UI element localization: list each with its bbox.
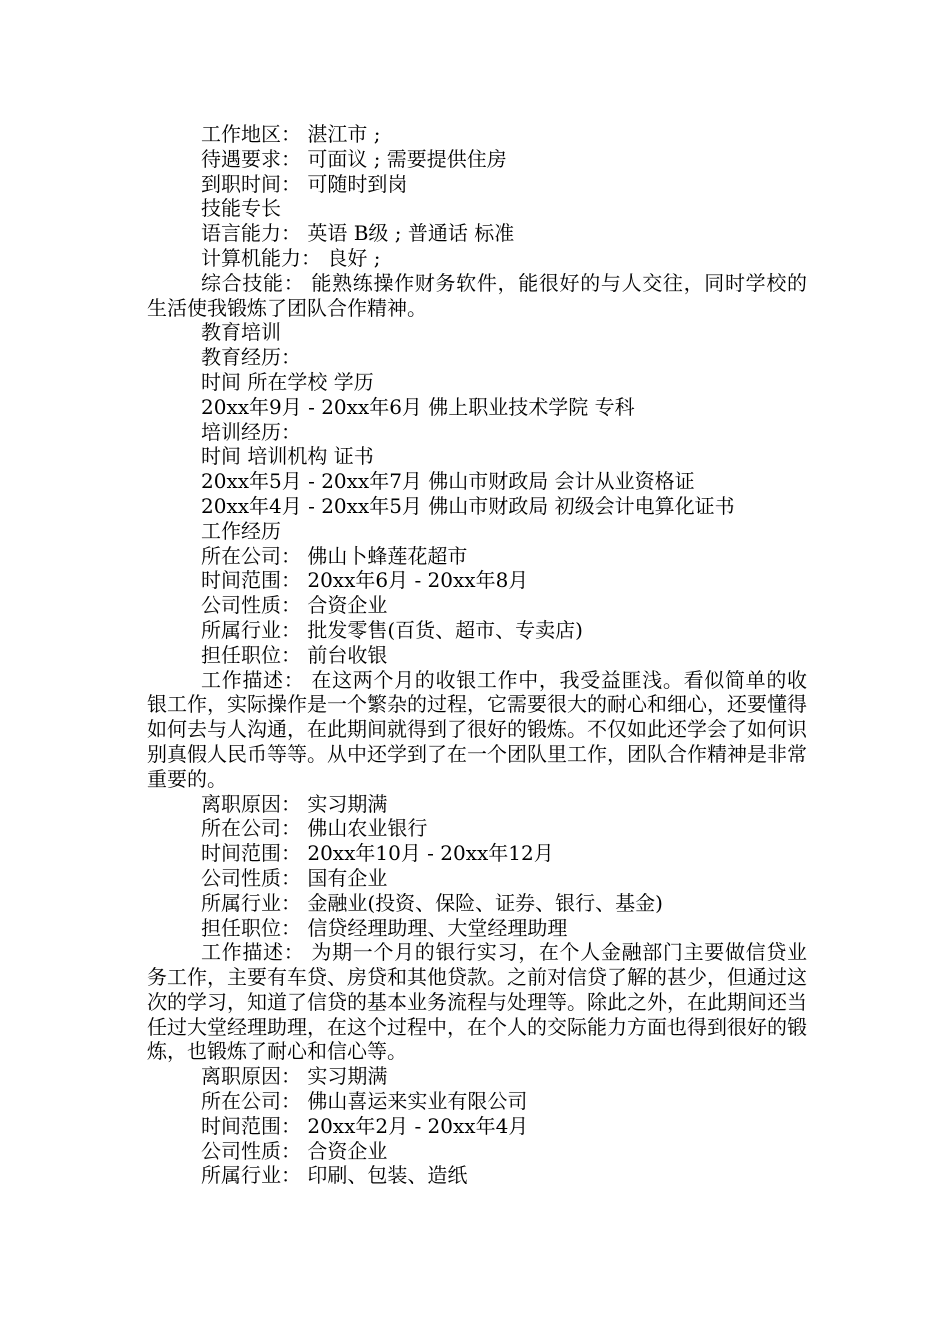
language-skill: 语言能力： 英语 B级 ; 普通话 标准 [201,221,515,246]
education-columns: 时间 所在学校 学历 [201,369,374,394]
job3-company: 所在公司： 佛山喜运来实业有限公司 [201,1089,528,1114]
job1-company-type: 公司性质： 合资企业 [201,593,388,618]
job2-industry: 所属行业： 金融业(投资、保险、证券、银行、基金) [201,890,663,915]
job2-period: 时间范围： 20xx年10月 - 20xx年12月 [201,841,554,866]
job1-company: 所在公司： 佛山卜蜂莲花超市 [201,543,468,568]
training-entry: 20xx年5月 - 20xx年7月 佛山市财政局 会计从业资格证 [201,469,695,494]
salary-requirement: 待遇要求： 可面议 ; 需要提供住房 [201,146,507,171]
job3-industry: 所属行业： 印刷、包装、造纸 [201,1163,468,1188]
job2-leaving-reason: 离职原因： 实习期满 [201,1064,388,1089]
job1-position: 担任职位： 前台收银 [201,642,388,667]
job3-company-type: 公司性质： 合资企业 [201,1138,388,1163]
education-experience-label: 教育经历： [201,345,301,370]
job2-company: 所在公司： 佛山农业银行 [201,816,428,841]
job1-industry: 所属行业： 批发零售(百货、超市、专卖店) [201,617,583,642]
education-entry: 20xx年9月 - 20xx年6月 佛上职业技术学院 专科 [201,394,635,419]
skills-heading: 技能专长 [201,196,281,221]
work-location: 工作地区： 湛江市 ; [201,122,381,146]
job2-description: 工作描述： 为期一个月的银行实习，在个人金融部门主要做信贷业务工作，主要有车贷、房贷和其他贷款。之前对信贷了解的甚少，但通过这次的学习，知道了信贷的基本业务流程与处理等。除此之外，在此期间还当任过大堂经理助理，在这个过程中，在个人的交际能力方面也得到很好的锻炼，也锻炼了耐心和信心等。 [147,940,807,1064]
job3-period: 时间范围： 20xx年2月 - 20xx年4月 [201,1113,529,1138]
start-date: 到职时间： 可随时到岗 [201,171,408,196]
training-columns: 时间 培训机构 证书 [201,444,374,469]
training-entry: 20xx年4月 - 20xx年5月 佛山市财政局 初级会计电算化证书 [201,493,735,518]
computer-skill: 计算机能力： 良好 ; [201,245,381,270]
education-heading: 教育培训 [201,320,281,345]
job2-position: 担任职位： 信贷经理助理、大堂经理助理 [201,915,568,940]
job2-company-type: 公司性质： 国有企业 [201,865,388,890]
work-experience-heading: 工作经历 [201,518,281,543]
job1-leaving-reason: 离职原因： 实习期满 [201,791,388,816]
general-skills-paragraph: 综合技能： 能熟练操作财务软件，能很好的与人交往，同时学校的生活使我锻炼了团队合作精神。 [147,270,807,320]
job1-description: 工作描述： 在这两个月的收银工作中，我受益匪浅。看似简单的收银工作，实际操作是一个繁杂的过程，它需要很大的耐心和细心，还要懂得如何去与人沟通，在此期间就得到了很好的锻炼。不仅如此还学会了如何识别真假人民币等等。从中还学到了在一个团队里工作，团队合作精神是非常重要的。 [147,667,807,791]
job1-period: 时间范围： 20xx年6月 - 20xx年8月 [201,568,529,593]
resume-document [147,122,807,1188]
training-experience-label: 培训经历： [201,419,301,444]
